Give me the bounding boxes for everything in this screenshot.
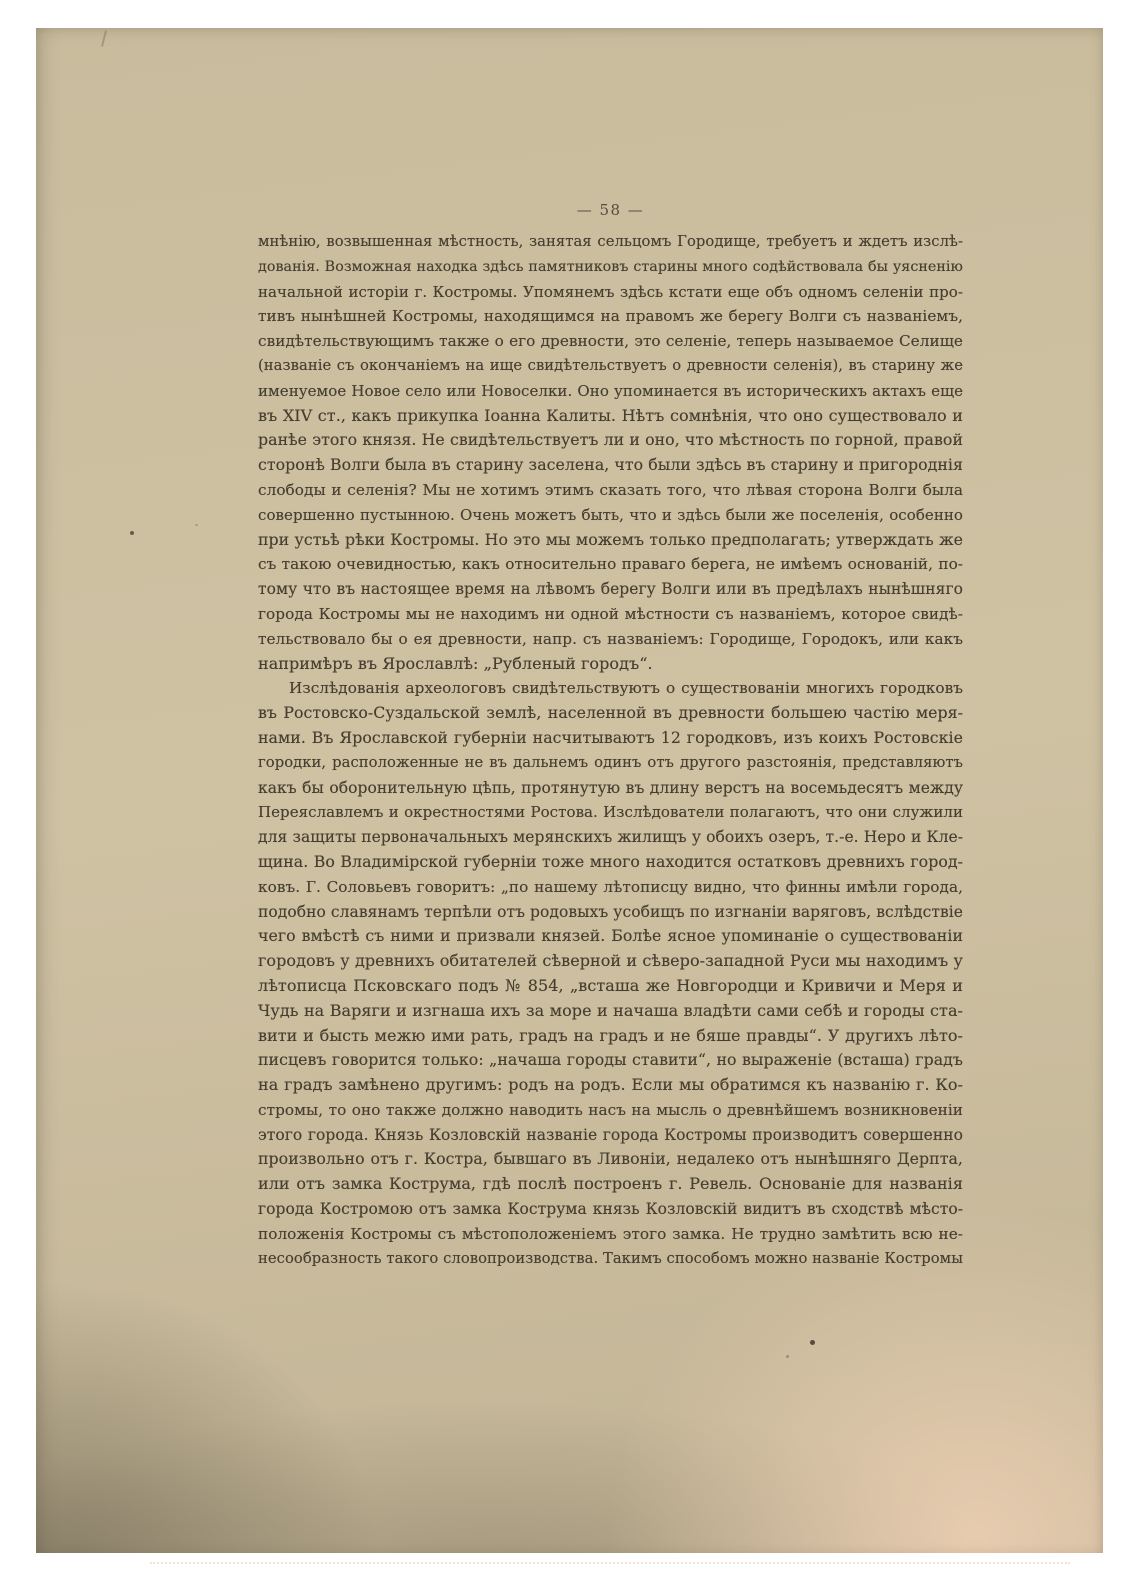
text-line: на градъ замѣнено другимъ: родъ на родъ. Если мы обратимся къ названію г. Ко- xyxy=(258,1075,963,1095)
text-line: города Костромою отъ замка Кострума князь Козловскій видитъ въ сходствѣ мѣсто- xyxy=(258,1200,963,1219)
text-line: щина. Во Владимірской губерніи тоже много находится остатковъ древнихъ город- xyxy=(258,851,963,871)
text-line: дованія. Возможная находка здѣсь памятниковъ старины много содѣйствовала бы уясненію xyxy=(258,258,963,275)
paragraph-2 xyxy=(258,676,963,1271)
text-line: при устьѣ рѣки Костромы. Но это мы можемъ только предполагать; утверждать же xyxy=(258,529,963,549)
text-line: Чудь на Варяги и изгнаша ихъ за море и начаша владѣти сами себѣ и городы ста- xyxy=(258,1000,963,1020)
text-line: въ XIV ст., какъ прикупка Іоанна Калиты. Нѣтъ сомнѣнія, что оно существовало и xyxy=(258,405,963,425)
ink-speck xyxy=(786,1355,789,1358)
text-line: (названіе съ окончаніемъ на ище свидѣтельствуетъ о древности селенія), въ старину же xyxy=(258,356,963,374)
ink-speck xyxy=(130,531,134,535)
text-line: лѣтописца Псковскаго подъ № 854, „всташа же Новгородци и Кривичи и Меря и xyxy=(258,975,963,995)
text-line: городки, расположенные не въ дальнемъ одинъ отъ другого разстоянія, представляютъ xyxy=(258,753,963,771)
text-line: чего вмѣстѣ съ ними и призвали князей. Болѣе ясное упоминаніе о существованіи xyxy=(258,926,963,946)
text-line: писцевъ говорится только: „начаша городы ставити“, но выраженіе (всташа) градъ xyxy=(258,1050,963,1070)
text-line: или отъ замка Кострума, гдѣ послѣ построенъ г. Ревель. Основаніе для названія xyxy=(258,1174,963,1194)
text-line: напримѣръ въ Ярославлѣ: „Рубленый городъ“. xyxy=(258,653,653,673)
text-line: слободы и селенія? Мы не хотимъ этимъ сказать того, что лѣвая сторона Волги была xyxy=(258,480,963,499)
text-line: произвольно отъ г. Костра, бывшаго въ Ливоніи, недалеко отъ нынѣшняго Дерпта, xyxy=(258,1149,963,1169)
text-line: свидѣтельствующимъ также о его древности, это селеніе, теперь называемое Селище xyxy=(258,332,963,351)
text-line: начальной исторіи г. Костромы. Упомянемъ здѣсь кстати еще объ одномъ селеніи про- xyxy=(258,282,963,301)
text-block xyxy=(258,230,963,1271)
text-line: подобно славянамъ терпѣли отъ родовыхъ усобищъ по изгнаніи варяговъ, вслѣдствіе xyxy=(258,902,963,921)
book-page xyxy=(36,28,1103,1553)
page-bottom-edge-line xyxy=(150,1562,1070,1564)
text-line: ранѣе этого князя. Не свидѣтельствуетъ ли и оно, что мѣстность по горной, правой xyxy=(258,430,963,450)
text-line: тельствовало бы о ея древности, напр. съ названіемъ: Городище, Городокъ, или какъ xyxy=(258,629,963,648)
text-line: въ Ростовско-Суздальской землѣ, населенной въ древности большею частію меря- xyxy=(258,703,963,723)
text-line: ковъ. Г. Соловьевъ говоритъ: „по нашему лѣтописцу видно, что финны имѣли города, xyxy=(258,877,963,896)
text-line: тому что въ настоящее время на лѣвомъ берегу Волги или въ предѣлахъ нынѣшняго xyxy=(258,580,963,599)
ink-speck xyxy=(810,1340,815,1345)
text-line: Изслѣдованія археологовъ свидѣтельствуютъ о существованіи многихъ городковъ xyxy=(289,679,963,698)
ink-speck xyxy=(195,524,198,526)
text-line: города Костромы мы не находимъ ни одной мѣстности съ названіемъ, которое свидѣ- xyxy=(258,604,963,623)
text-line: вити и бысть межю ими рать, градъ на градъ и не бяше правды“. У другихъ лѣто- xyxy=(258,1025,963,1045)
text-line: городовъ у древнихъ обитателей сѣверной и сѣверо-западной Руси мы находимъ у xyxy=(258,951,963,971)
text-line: какъ бы оборонительную цѣпь, протянутую въ длину верстъ на восемьдесятъ между xyxy=(258,778,963,797)
text-line: совершенно пустынною. Очень можетъ быть, что и здѣсь были же поселенія, особенно xyxy=(258,505,963,524)
text-line: съ такою очевидностью, какъ относительно праваго берега, не имѣемъ основаній, по- xyxy=(258,555,963,574)
text-line: Переяславлемъ и окрестностями Ростова. Изслѣдователи полагаютъ, что они служили xyxy=(258,803,963,822)
text-line: стромы, то оно также должно наводить насъ на мысль о древнѣйшемъ возникновеніи xyxy=(258,1100,963,1119)
text-line: нами. Въ Ярославской губерніи насчитываютъ 12 городковъ, изъ коихъ Ростовскіе xyxy=(258,727,963,747)
text-line: этого города. Князь Козловскій названіе города Костромы производитъ совершенно xyxy=(258,1125,963,1144)
text-line: мнѣнію, возвышенная мѣстность, занятая сельцомъ Городище, требуетъ и ждетъ изслѣ- xyxy=(258,233,963,250)
text-line: сторонѣ Волги была въ старину заселена, что были здѣсь въ старину и пригороднія xyxy=(258,455,963,475)
text-line: именуемое Новое село или Новоселки. Оно упоминается въ историческихъ актахъ еще xyxy=(258,381,963,400)
paragraph-1 xyxy=(258,230,963,676)
page-number-header: — 58 — xyxy=(576,201,645,219)
text-line: положенія Костромы съ мѣстоположеніемъ этого замка. Не трудно замѣтить всю не- xyxy=(258,1224,963,1243)
text-line: для защиты первоначальныхъ мерянскихъ жилищъ у обоихъ озеръ, т.-е. Неро и Кле- xyxy=(258,828,963,847)
text-line: тивъ нынѣшней Костромы, находящимся на правомъ же берегу Волги съ названіемъ, xyxy=(258,307,963,326)
text-line: несообразность такого словопроизводства. Такимъ способомъ можно названіе Костромы xyxy=(258,1249,963,1267)
